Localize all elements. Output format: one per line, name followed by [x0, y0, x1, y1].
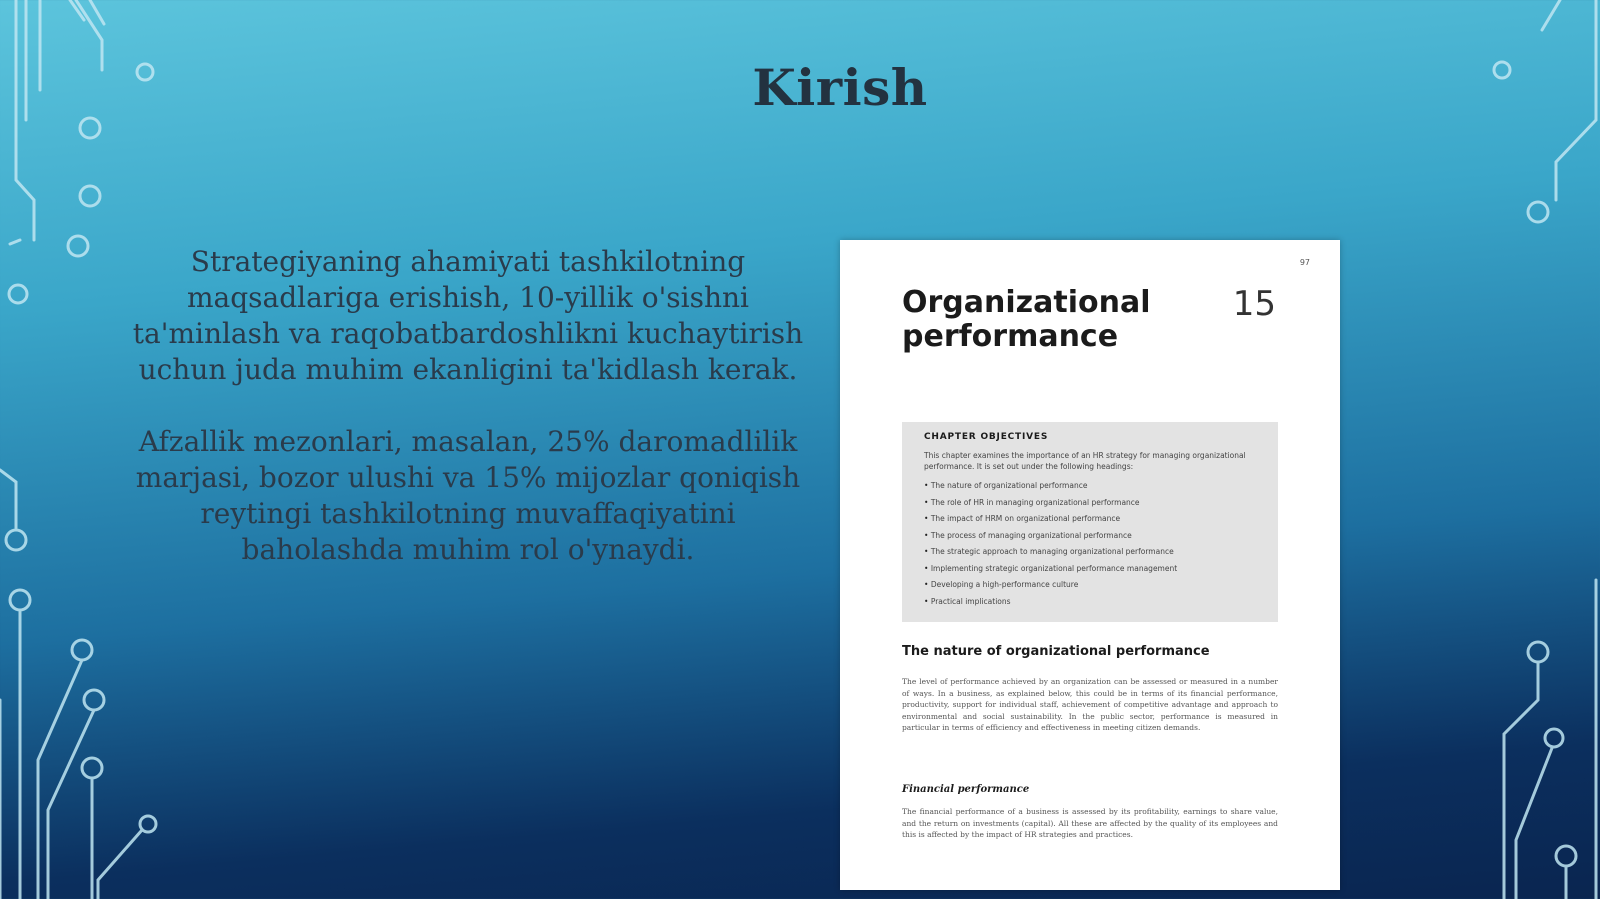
list-item: • Implementing strategic organizational performance management — [924, 561, 1256, 578]
list-item: • The impact of HRM on organizational performance — [924, 511, 1256, 528]
list-item: • The process of managing organizational performance — [924, 528, 1256, 545]
page-corner-mark: 97 — [1299, 258, 1310, 267]
list-item: • The strategic approach to managing organizational performance — [924, 544, 1256, 561]
objectives-title: CHAPTER OBJECTIVES — [924, 432, 1049, 442]
chapter-objectives-box — [902, 422, 1278, 622]
section-title: The nature of organizational performance — [902, 644, 1210, 659]
paragraph-strategy-importance: Strategiyaning ahamiyati tashkilotning maqsadlariga erishish, 10-yillik o'sishni ta'minlash va raqobatbardoshlikni kuchaytirish uchun juda muhim ekanligini ta'kidlash kerak. — [132, 245, 804, 386]
list-item: • Practical implications — [924, 594, 1256, 611]
subsection-paragraph: The financial performance of a business is assessed by its profitability, earnings to share value, and the return on investments (capital). All these are affected by the quality of its employees and this is affected by the impact of HR strategies and practices. — [902, 807, 1278, 839]
chapter-heading: Organizational performance — [902, 285, 1151, 354]
list-item: • The role of HR in managing organizational performance — [924, 495, 1256, 512]
subsection-title: Financial performance — [902, 784, 1030, 795]
slide-body — [118, 244, 818, 604]
paragraph-criteria: Afzallik mezonlari, masalan, 25% daromadlilik marjasi, bozor ulushi va 15% mijozlar qoniqish reytingi tashkilotning muvaffaqiyatini baholashda muhim rol o'ynaydi. — [135, 425, 801, 566]
objectives-list — [924, 478, 1256, 610]
list-item: • Developing a high-performance culture — [924, 577, 1256, 594]
chapter-number: 15 — [1232, 284, 1276, 324]
book-page-image — [840, 240, 1340, 890]
section-paragraph: The level of performance achieved by an organization can be assessed or measured in a number of ways. In a business, as explained below, this could be in terms of its financial performance, productivity, support for individual staff, achievement of competitive advantage and approach to environmental and social sustainability. In the public sector, performance is measured in particular in terms of efficiency and effectiveness in meeting citizen demands. — [902, 677, 1278, 732]
objectives-intro: This chapter examines the importance of an HR strategy for managing organizational performance. It is set out under the following headings: — [924, 451, 1246, 471]
slide-title: Kirish — [752, 58, 928, 117]
list-item: • The nature of organizational performance — [924, 478, 1256, 495]
